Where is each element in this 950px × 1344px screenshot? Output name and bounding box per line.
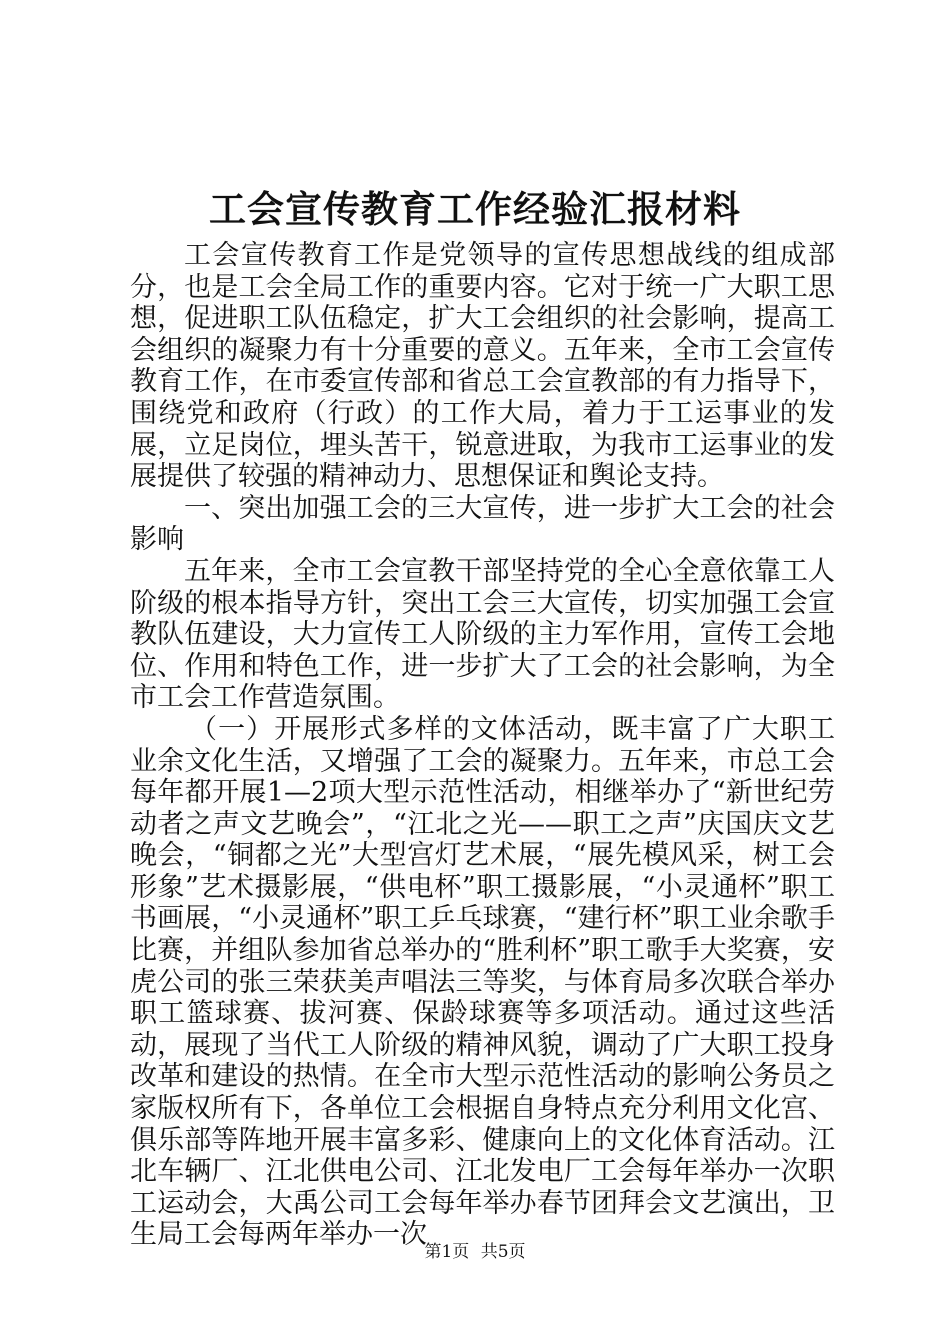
page-total: 共5页 [480,1242,526,1262]
paragraph-intro: 工会宣传教育工作是党领导的宣传思想战线的组成部分，也是工会全局工作的重要内容。它对于统一广大职工思想，促进职工队伍稳定，扩大工会组织的社会影响，提高工会组织的凝聚力有十分重要的意义。五年来，全市工会宣传教育工作，在市委宣传部和省总工会宣教部的有力指导下，围绕党和政府（行政）的工作大局，着力于工运事业的发展，立足岗位，埋头苦干，锐意进取，为我市工运事业的发展提供了较强的精神动力、思想保证和舆论支持。 [130,240,835,493]
page-number: 第1页 [424,1242,470,1262]
paragraph-section-body: 五年来，全市工会宣教干部坚持党的全心全意依靠工人阶级的根本指导方针，突出工会三大宣传，切实加强工会宣教队伍建设，大力宣传工人阶级的主力军作用，宣传工会地位、作用和特色工作，进一步扩大了工会的社会影响，为全市工会工作营造氛围。 [130,555,835,714]
paragraph-section-heading: 一、突出加强工会的三大宣传，进一步扩大工会的社会影响 [130,492,835,556]
document-body [130,240,835,1251]
paragraph-subsection-one: （一）开展形式多样的文体活动，既丰富了广大职工业余文化生活，又增强了工会的凝聚力。五年来，市总工会每年都开展1—2项大型示范性活动，相继举办了“新世纪劳动者之声文艺晚会”，“江北之光——职工之声”庆国庆文艺晚会，“铜都之光”大型宫灯艺术展，“展先模风采，树工会形象”艺术摄影展，“供电杯”职工摄影展，“小灵通杯”职工书画展，“小灵通杯”职工乒乓球赛，“建行杯”职工业余歌手比赛，并组队参加省总举办的“胜利杯”职工歌手大奖赛，安虎公司的张三荣获美声唱法三等奖，与体育局多次联合举办职工篮球赛、拔河赛、保龄球赛等多项活动。通过这些活动，展现了当代工人阶级的精神风貌，调动了广大职工投身改革和建设的热情。在全市大型示范性活动的影响公务员之家版权所有下，各单位工会根据自身特点充分利用文化宫、俱乐部等阵地开展丰富多彩、健康向上的文化体育活动。江北车辆厂、江北供电公司、江北发电厂工会每年举办一次职工运动会，大禹公司工会每年举办春节团拜会文艺演出，卫生局工会每两年举办一次 [130,713,835,1251]
document-title: 工会宣传教育工作经验汇报材料 [209,187,741,231]
page-footer [0,1240,950,1264]
